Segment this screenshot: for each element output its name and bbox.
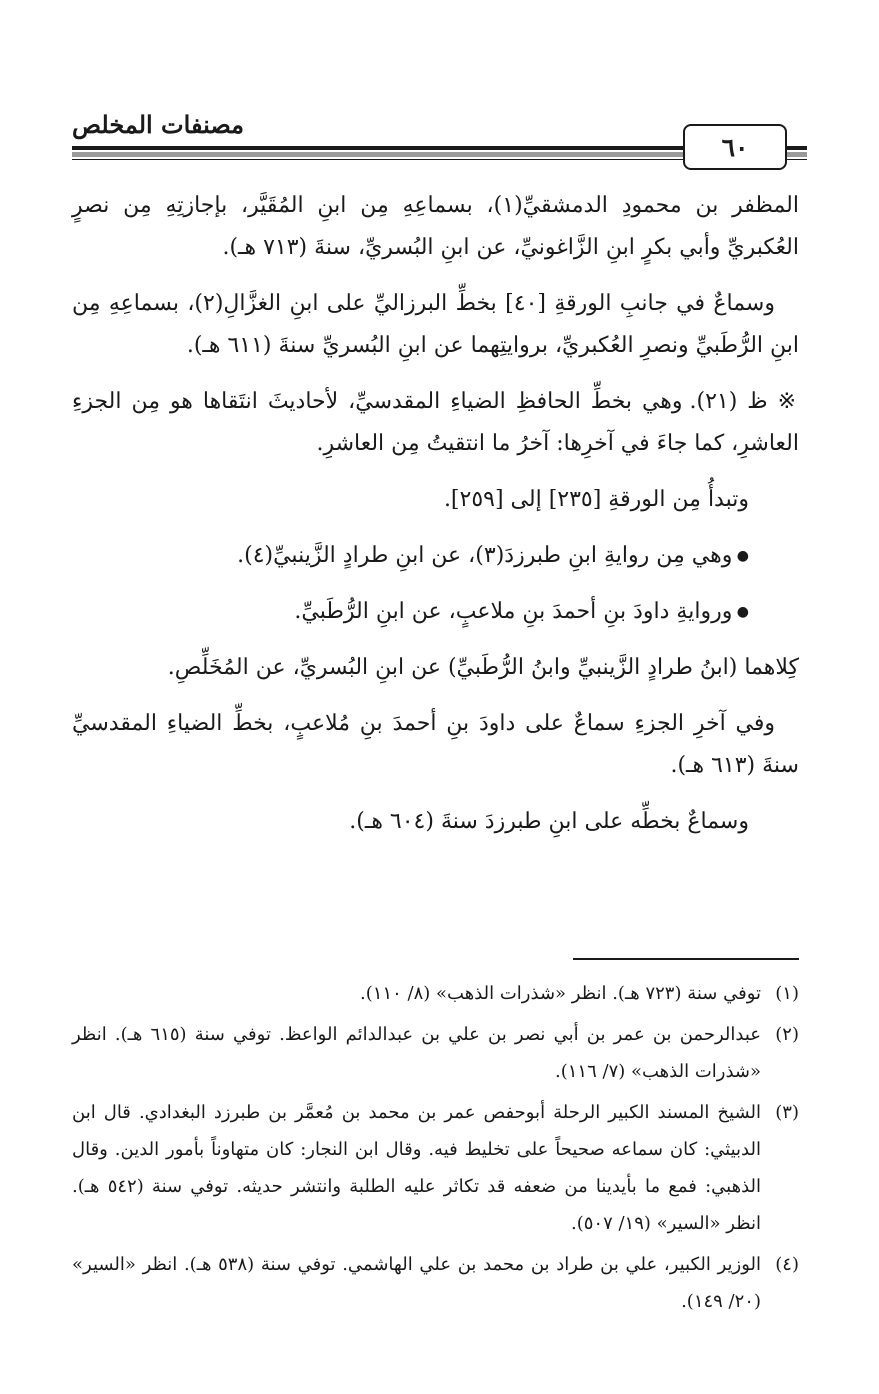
page-number: ٦٠ — [683, 124, 787, 170]
footnote-number: (٣) — [775, 1102, 799, 1123]
footnote-text: الوزير الكبير، علي بن طراد بن محمد بن علي الهاشمي. توفي سنة (٥٣٨ هـ). انظر «السير» (٢٠/ ١٤٩). — [72, 1254, 761, 1312]
footnote — [72, 1246, 799, 1320]
paragraph: وسماعٌ بخطِّه على ابنِ طبرزدَ سنةَ (٦٠٤ هـ). — [349, 809, 749, 834]
bullet-item: ● وروايةِ داودَ بنِ أحمدَ بنِ ملاعبٍ، عن ابنِ الرُّطَبيِّ. — [72, 591, 799, 633]
footnote-number: (١) — [775, 983, 799, 1004]
paragraph: المظفر بن محمودِ الدمشقيِّ(١)، بسماعِهِ مِن ابنِ المُقَيَّر، بإجازتِهِ مِن نصرٍ العُكبريِّ وأبي بكرٍ ابنِ الزَّاغونيِّ، عن ابنِ البُسريِّ، سنةَ (٧١٣ هـ). — [72, 193, 800, 260]
bullet-item: ● وهي مِن روايةِ ابنِ طبرزدَ(٣)، عن ابنِ طرادٍ الزَّينبيِّ(٤). — [72, 535, 799, 577]
running-title: مصنفات المخلص — [72, 110, 245, 139]
paragraph: وفي آخرِ الجزءِ سماعٌ على داودَ بنِ أحمدَ بنِ مُلاعبٍ، بخطِّ الضياءِ المقدسيِّ سنةَ (٦١٣ هـ). — [72, 711, 799, 778]
footnote-separator — [573, 958, 799, 960]
footnote-text: الشيخ المسند الكبير الرحلة أبوحفص عمر بن محمد بن مُعمَّر بن طبرزد البغدادي. قال ابن الدبيثي: كان سماعه صحيحاً على تخليط فيه. وقال ابن النجار: كان متهاوناً بأمور الدين. وقال الذهبي: فمع ما بأيدينا من ضعفه قد تكاثر عليه الطلبة وانتشر حديثه. توفي سنة (٥٤٢ هـ). انظر «السير» (١٩/ ٥٠٧). — [72, 1102, 762, 1234]
footnote-text: توفي سنة (٧٢٣ هـ). انظر «شذرات الذهب» (٨/ ١١٠). — [360, 983, 761, 1004]
footnote-number: (٢) — [775, 1024, 799, 1045]
main-text — [72, 185, 799, 857]
page-header — [72, 110, 807, 170]
footnote-text: عبدالرحمن بن عمر بن أبي نصر بن علي بن عبدالدائم الواعظ. توفي سنة (٦١٥ هـ). انظر «شذرات الذهب» (٧/ ١١٦). — [72, 1024, 761, 1082]
paragraph: كِلاهما (ابنُ طرادٍ الزَّينبيِّ وابنُ الرُّطَبيِّ) عن ابنِ البُسريِّ، عن المُخَلِّصِ. — [167, 655, 799, 680]
paragraph: وسماعٌ في جانبِ الورقةِ [٤٠] بخطِّ البرزاليِّ على ابنِ الغزَّالِ(٢)، بسماعِهِ مِن ابنِ الرُّطَبيِّ ونصرِ العُكبريِّ، بروايتِهما عن ابنِ البُسريِّ سنةَ (٦١١ هـ). — [72, 291, 799, 358]
footnote — [72, 1094, 799, 1242]
paragraph: وتبدأُ مِن الورقةِ [٢٣٥] إلى [٢٥٩]. — [443, 487, 749, 512]
paragraph-starred: ※ ظ (٢١). وهي بخطِّ الحافظِ الضياءِ المقدسيِّ، لأحاديثَ انتَقاها هو مِن الجزءِ العاشرِ، كما جاءَ في آخرِها: آخرُ ما انتقيتُ مِن العاشرِ. — [72, 381, 799, 465]
footnote-number: (٤) — [775, 1254, 799, 1275]
footnote — [72, 1016, 799, 1090]
footnotes — [72, 975, 799, 1324]
footnote — [72, 975, 799, 1012]
